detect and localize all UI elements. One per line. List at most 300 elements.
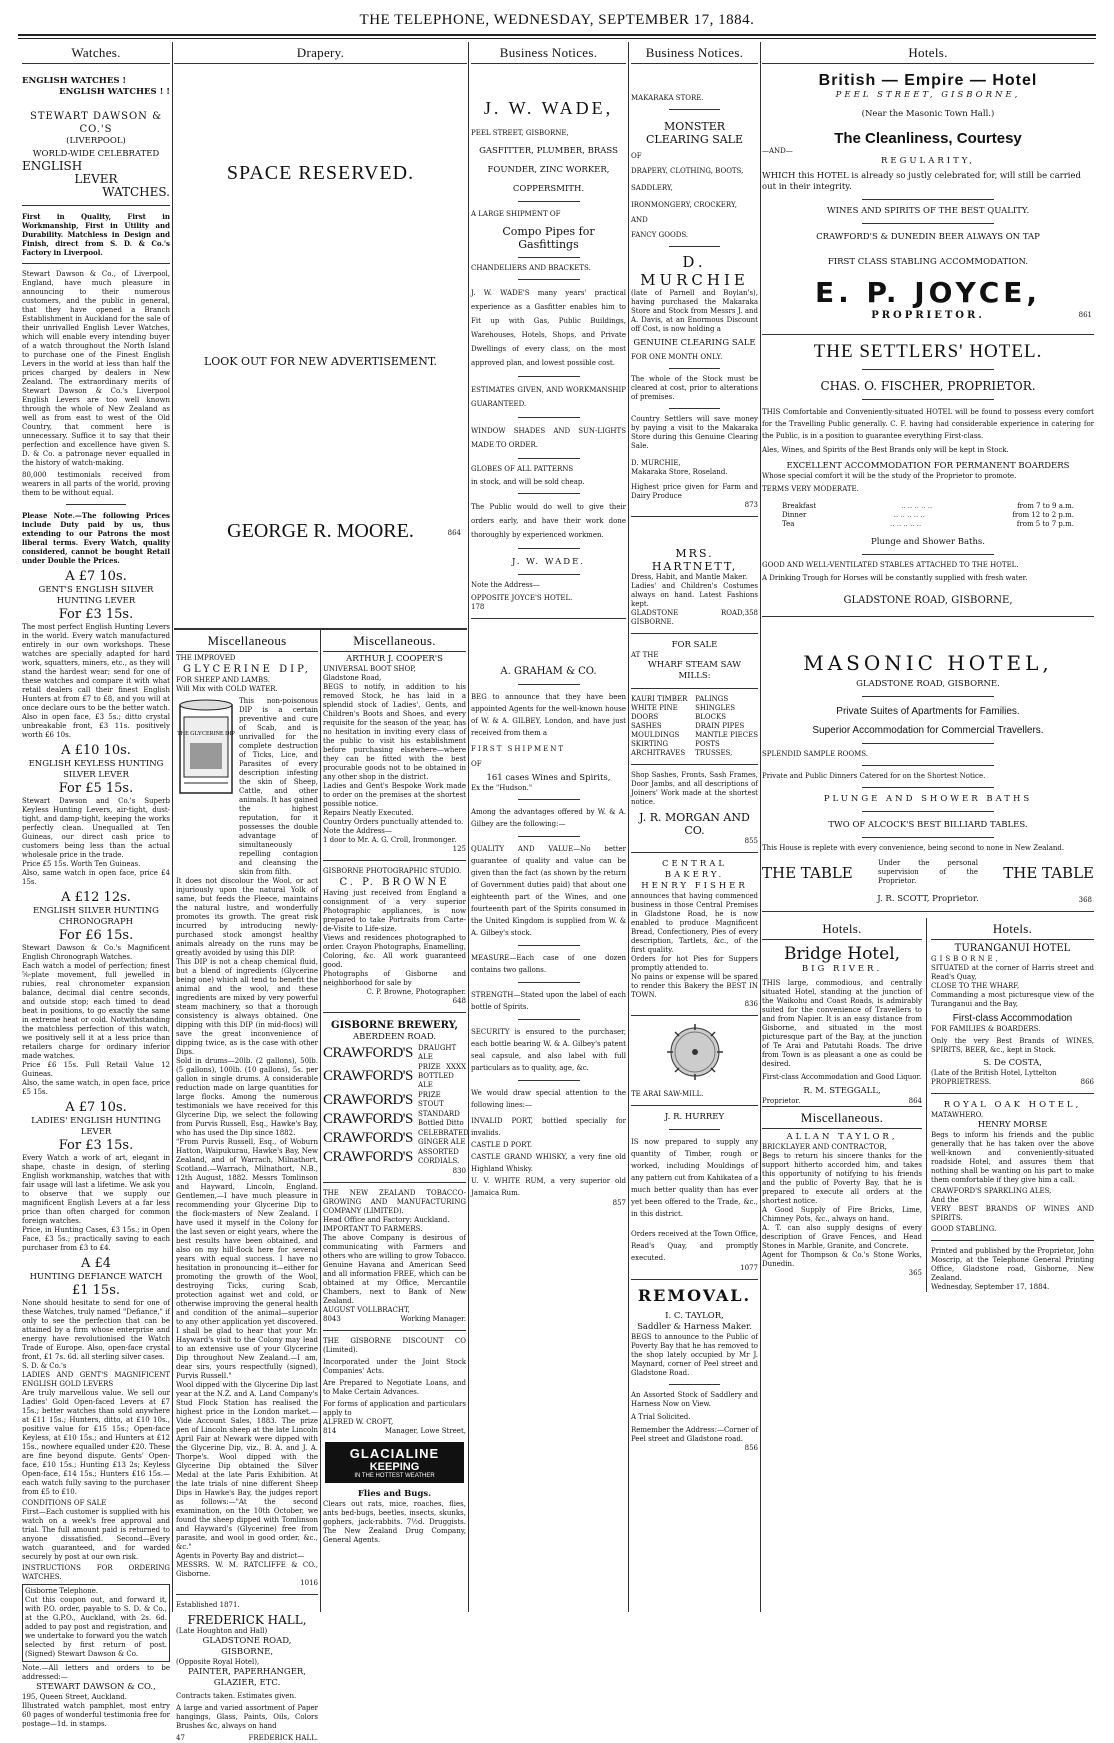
ad-text: Only the very Best Brands of WINES, SPIRITS, BEER, &c., kept in Stock. [931, 1037, 1094, 1054]
ad-text: First—Each customer is supplied with his watch on a week's free approval and trial. The full amount paid is returned to anyone dissatisfied. Second—Every watch guaranteed, and for warded securely by post at our own risk. [22, 1508, 170, 1561]
column-header: Drapery. [174, 42, 467, 64]
ad-company: ROYAL OAK HOTEL, [943, 1100, 1082, 1110]
table-line [762, 859, 1094, 886]
ad-text: COPPERSMITH. [512, 184, 585, 194]
ad-company: ARTHUR J. COOPER'S [346, 654, 443, 664]
ad-company: Bridge Hotel, [783, 944, 901, 964]
ad-text: Proprietor. [762, 1097, 801, 1105]
ad-text: Ladies' and Children's Costumes always on hand. Latest Fashions kept. [631, 582, 758, 608]
ad-number: 368 [1078, 896, 1092, 904]
ad-company: TURANGANUI HOTEL [954, 943, 1071, 954]
ad-text: CHANDELIERS AND BRACKETS. [471, 264, 591, 272]
watches-column [22, 42, 170, 1728]
ad-text: SPLENDID SAMPLE ROOMS. [762, 750, 869, 758]
meal-time: from 12 to 2 p.m. [1012, 511, 1074, 519]
ad-text: The most perfect English Hunting Levers in the world. Every watch manufactured entirely in our own workshops. These watches are specially adapted for hard work, squatters, miners, etc., as they will stand the hardest wear; send for one of these watches and compare it with what retail dealers call their finest English Hunters at from £7 to £8, and you will at once declare ours to be the better watch. Also in open face, £3 5s.; ditto crystal unbreakable front, £3 11s. positively worth £6 10s. [22, 623, 170, 739]
ad-text: BEG to announce that they have been appointed Agents for the well-known house of W. & A. GILBEY, London, and have just received from them a [471, 693, 626, 737]
watch-description: LADIES' ENGLISH HUNTING LEVER [31, 1116, 161, 1137]
space-reserved: SPACE RESERVED. [226, 162, 415, 184]
timber-item: PALINGS [695, 695, 729, 703]
ad-text: Dress, Habit, and Mantle Maker. [631, 573, 748, 581]
ad-text: Wool dipped with the Glycerine Dip last year at the N.Z. and A. Land Company's Stud Flock Station has realised the highest price in the London market.—Vide Account Sales, 1883. The prize pen of Lincoln sheep at the late Lincoln April Fair at Newark were dipped with the Glycerine Dip, viz., B. A. and J. A. Thorpe's. Wool dipped with the Glycerine Dip obtained the Silver Medal at the late Paris Exhibition. At the late trials of nine different Sheep Dips in Hawke's Bay, the judges report as follows:—"At the second examination, on the 10th October, we found the sheep dipped with Tomlinson and Hayward's (Glycerine) free from parasite, and wool in good order, &c., &c." [176, 1381, 318, 1551]
ad-heading: WHARF STEAM SAW MILLS: [648, 660, 741, 681]
price-heading: A £7 10s. [65, 1100, 127, 1115]
price-offer: For £3 15s. [58, 607, 134, 622]
glacialine-banner [325, 1442, 464, 1483]
ad-company: ALLAN TAYLOR, [786, 1132, 898, 1142]
timber-item: SASHES [631, 722, 662, 730]
ad-text: Orders for hot Pies for Suppers promptly attended to. [631, 955, 758, 972]
ad-text: Among the advantages offered by W. & A. Gilbey are the following:— [471, 808, 626, 828]
ad-text: GOOD STABLING. [931, 1225, 997, 1233]
ad-text: GASFITTER, PLUMBER, BRASS [479, 146, 618, 156]
ad-text: Private and Public Dinners Catered for on the Shortest Notice. [762, 772, 986, 780]
ad-text: J. W. WADE'S many years' practical experience as a Gasfitter enables him to Fit up with Gas, Public Buildings, Warehouses, Hotels, Shops, and Private Dwellings of every class, on the most approved plan, and lowest possible cost. [471, 289, 626, 367]
ad-signature: FREDERICK HALL. [248, 1734, 318, 1742]
ad-text: HENRY MORSE [977, 1120, 1048, 1130]
crawford-row [323, 1044, 466, 1062]
timber-item: WHITE PINE [631, 704, 678, 712]
ad-company: STEWART DAWSON & CO., [36, 1682, 156, 1692]
crawford-product: CELEBRATED GINGER ALE [418, 1129, 469, 1146]
price-heading: A £4 [80, 1256, 112, 1271]
ad-heading: THE GISBORNE DISCOUNT CO (Limited). [323, 1337, 466, 1354]
ad-number: 864 [908, 1097, 922, 1105]
newspaper-title: THE TELEPHONE, WEDNESDAY, SEPTEMBER 17, 1884. [359, 12, 755, 28]
ad-text: First-class Accommodation and Good Liquor. [762, 1073, 922, 1081]
masthead-rule-thin [18, 38, 1096, 39]
meal-row [782, 511, 1074, 520]
ad-text: The Public would do well to give their orders early, and have their work done thoroughly by experienced workmen. [471, 503, 626, 539]
ad-text: THIS Comfortable and Conveniently-situated HOTEL will be found to possess every comfort for the Travelling Public generally. C. F. having had considerable experience in catering for the Public, is in a position to guarantee everything First-class. [762, 408, 1094, 440]
ad-text: CRAWFORD'S & DUNEDIN BEER ALWAYS ON TAP [816, 232, 1040, 242]
coupon-heading: Gisborne Telephone. [25, 1587, 99, 1595]
order-coupon [22, 1584, 170, 1662]
ad-text: Sold in drums—20lb. (2 gallons), 50lb. (5 gallons), 100lb. (10 gallons), 5s. per gallon in single drums. A considerable reduction made on large quantities for large flocks. Among the numerous testimonials we have received for this Glycerine Dip, we select the following from Purvis Russell, Esq., Hawke's Bay, who has used the Dip since 1882. [176, 1057, 318, 1137]
timber-item: MOULDINGS [631, 731, 680, 739]
timber-list-right [695, 695, 758, 758]
price-heading: A £10 10s. [61, 743, 131, 758]
meal-name: Tea [782, 520, 795, 528]
ad-text: Stewart Dawson & Co., of Liverpool, England, have much pleasure in announcing to their numerous customers, and the public in general, that they have opened a Branch Establishment in Auckland for the sale of their unrivalled English Lever Watches, which will enable every intending buyer of a watch throughout the North Island to purchase one of the Finest English Levers in the world at less than half the prices charged by dealers in New Zealand. The extraordinary merits of Stewart Dawson & Co.'s Liverpool English Levers are too well known through the whole of New Zealand as well as from east to west of the Old Country, that comment here is unnecessary. Suffice it to say that their perfection and excellence have given S. D. & Co. a patronage never equalled in the history of watch-making. [22, 270, 170, 467]
hotels-sub-left [762, 918, 927, 1292]
ad-text: A Drinking Trough for Horses will be constantly supplied with fresh water. [762, 574, 1028, 582]
ad-text: Incorporated under the Joint Stock Companies' Acts. [323, 1358, 466, 1375]
ad-number: 866 [1080, 1078, 1094, 1086]
ad-text: (late of Parnell and Boylan's), having purchased the Makaraka Store and Stock from Messrs J. and A. Davis, at an Enormous Discount off Cost, is now holding a [631, 289, 758, 333]
ad-text: The above Company is desirous of communicating with Farmers and others who are willing to grow Tobacco. Genuine Havana and American Seed and all information FREE, which can be obtained at my Office, Mercantile Chambers, next to Bank of New Zealand. [323, 1234, 466, 1305]
ad-company: I. C. TAYLOR, [665, 1311, 724, 1321]
ad-number: 873 [744, 501, 758, 509]
ad-company: J. R. MORGAN AND CO. [639, 811, 750, 837]
meal-row [782, 520, 1074, 529]
business-column-1 [471, 42, 626, 1612]
ad-signature: J. W. WADE. [512, 557, 585, 567]
ad-text: GLADSTONE ROAD, GISBORNE. [631, 609, 745, 626]
ad-text: Are truly marvellous value. We sell our Ladies' Gold Open-faced Levers at £7 15s.; better watches than sold anywhere at £11 15s.; Hunters, ditto, at £10 10s., positive value for £15 15s.; Open-face Keyless, at £10 15s.; and Hunters at £12 15s., nowhere equalled under £20. These are fine beyond dispute. Gents' Open-face, £10 15s.; Hunting £13 2s; Keyless Open-face, £14 15s.; Hunters £16 15s.—each watch fully saving to the purchaser from £5 to £10. [22, 1389, 170, 1496]
column-header: Business Notices. [471, 42, 626, 64]
ad-text: "From Purvis Russell, Esq., of Woburn Hatton, Waipukurau, Hawke's Bay, New Zealand, and of Warrach, Milnathort, Scotland.—Warrach, Milnathort, N.B., 12th August, 1882. Messrs Tomlinson and Hayward, Lincoln, England. Gentlemen,—I have much pleasure in recommending your Glycerine Dip to the flock-masters of New Zealand. I have used it myself in the Colony for the last seven or eight years, where the best results have been obtained, and also on my hill-flock here for several years with equal success. I have no hesitation in pronouncing it—either for promoting the growth of the Wool, destroying Ticks, curing Scab, protection against wet and cold, or otherwise improving the general health and condition of the animal—superior to any other application yet discovered. I shall be glad to hear that your Mr. Hayward's visit to the Colony may lead to an extensive use of your Glycerine Dip throughout New Zealand.—I am, dear sirs, yours respectfully (signed), Purvis Russell." [176, 1138, 318, 1380]
ad-number: 864 [447, 529, 461, 537]
ad-heading: GISBORNE PHOTOGRAPHIC STUDIO. [323, 867, 462, 875]
ad-text: Views and residences photographed to order. Crayon Photographs, Enamelling, Coloring, &c. All work guaranteed good. [323, 934, 466, 969]
column-rule [628, 42, 629, 1612]
ad-heading: EXCELLENT ACCOMMODATION FOR PERMANENT BOARDERS [786, 461, 1070, 471]
ad-text: For forms of application and particulars apply to [323, 1400, 466, 1417]
misc-left-column [176, 630, 318, 1742]
ad-text: THE IMPROVED [176, 654, 236, 662]
ad-company: J. R. HURREY [664, 1112, 725, 1122]
ad-company: D. MURCHIE [640, 253, 749, 289]
ad-text: BIG RIVER. [801, 964, 883, 974]
ad-text: Established 1871. [176, 1601, 240, 1609]
masthead [0, 0, 1114, 40]
ad-text: 80,000 testimonials received from wearers in all parts of the world, proving them to be without equal. [22, 471, 170, 497]
ad-text: MAKARAKA STORE. [631, 94, 704, 102]
ad-heading: Flies and Bugs. [357, 1489, 432, 1499]
banner-text: GLACIALINE [349, 1446, 440, 1461]
crawford-row [323, 1063, 466, 1090]
column-rule [468, 42, 469, 1612]
crawford-product: ASSORTED CORDIALS. [418, 1148, 460, 1165]
ad-text: OF [471, 760, 482, 768]
ad-heading: The Cleanliness, Courtesy [834, 130, 1022, 147]
ad-text: Also, same watch in open face, price £4 15s. [22, 869, 170, 886]
ad-text: A LARGE SHIPMENT OF [471, 210, 561, 218]
meal-name: Dinner [782, 511, 807, 519]
price-offer: For £5 15s. [58, 781, 134, 796]
tin-label: THE GLYCERINE DIP [177, 731, 235, 737]
ad-heading: REMOVAL. [637, 1286, 752, 1305]
ad-heading: GENUINE CLEARING SALE [633, 338, 756, 348]
ad-text: Every Watch a work of art, elegant in shape, chaste in design, of sterling English workmanship, watches that with fair usage will last a lifetime. We ask you to observe that we supply our magnificent English Levers at a far less price than often charged for common foreign watches. [22, 1154, 170, 1225]
ad-signature: D. MURCHIE, [631, 459, 681, 467]
crawford-brand: CRAWFORD'S [323, 1091, 413, 1108]
column-header: Miscellaneous [176, 630, 318, 652]
ad-text: (Late Houghton and Hall) [176, 1627, 268, 1635]
watch-description: ENGLISH SILVER HUNTING CHRONOGRAPH [33, 906, 159, 927]
ad-heading: ENGLISH [22, 159, 83, 173]
ad-text: SECURITY is ensured to the purchaser, each bottle bearing W. & A. Gilbey's patent seal capsule, and also label with full particulars as to quality, age, &c. [471, 1028, 626, 1072]
column-header: Watches. [22, 42, 170, 64]
ad-text: No pains or expense will be spared to render this Bakery the BEST IN TOWN. [631, 973, 758, 999]
ad-heading: LADIES AND GENT'S MAGNIFICENT ENGLISH GOLD LEVERS [22, 1371, 170, 1388]
ad-text: TERMS VERY MODERATE. [762, 485, 859, 493]
timber-item: KAURI TIMBER [631, 695, 688, 703]
ad-text: GOOD AND WELL-VENTILATED STABLES ATTACHED TO THE HOTEL. [762, 561, 1019, 569]
ad-text: Whose special comfort it will be the study of the Proprietor to promote. [762, 472, 1017, 480]
column-header: Hotels. [762, 918, 922, 940]
ad-text: IRONMONGERY, CROCKERY, [631, 201, 737, 209]
ad-text: FIRST SHIPMENT [471, 745, 566, 753]
timber-item: DOORS [631, 713, 659, 721]
ad-number: 358 [744, 609, 758, 617]
column-rule [760, 42, 761, 1612]
meal-row [782, 502, 1074, 511]
ad-company: MRS. HARTNETT, [651, 547, 738, 573]
ad-text: A Trial Solicited. [631, 1413, 691, 1421]
ad-company: GLYCERINE DIP, [183, 664, 311, 675]
leader-dots: .. .. .. .. .. [890, 520, 922, 528]
ad-text: THE TABLE [762, 863, 853, 882]
ad-signature: AUGUST VOLLBRACHT, [323, 1306, 410, 1314]
hotels-column [762, 42, 1094, 1612]
ad-text: Manager, Lowe Street, [384, 1427, 466, 1435]
ad-signature: J. R. SCOTT, Proprietor. [877, 894, 979, 904]
masthead-rule [18, 34, 1096, 36]
ad-text: 1 door to Mr. A. G. Croll, Ironmonger. [323, 836, 457, 844]
ad-company: FREDERICK HALL, [187, 1613, 307, 1627]
ad-company: THE SETTLERS' HOTEL. [813, 341, 1043, 362]
ad-heading: REGULARITY, [881, 156, 975, 166]
ad-text: announces that having commenced business in those Central Premises in Gladstone Road, he is now enabled to produce Magnificent Bread, Confectionery, Pies of every description, Tartlets, &c., of the first quality. [631, 892, 758, 954]
watch-description: GENT'S ENGLISH SILVER HUNTING LEVER [38, 585, 154, 606]
ad-text: (Opposite Royal Hotel), [176, 1658, 260, 1666]
crawford-brand: CRAWFORD'S [323, 1129, 413, 1146]
ad-text: CRAWFORD'S SPARKLING ALES, [931, 1187, 1052, 1195]
ad-text: A Good Supply of Fire Bricks, Lime, Chimney Pots, &c., always on hand. [762, 1206, 922, 1223]
column-header: Hotels. [931, 918, 1094, 940]
ad-text: CHAS. O. FISCHER, PROPRIETOR. [820, 379, 1036, 393]
crawford-product-list [323, 1044, 469, 1166]
ad-text: Ales, Wines, and Spirits of the Best Brands only will be kept in Stock. [762, 446, 1009, 454]
ad-text: Begs to inform his friends and the public generally that he has taken over the above well-known and conveniently-situated roadside Hotel, and assures them that nothing shall be wanting on his part to make them comfortable if they give him a call. [931, 1131, 1094, 1184]
ad-number: 8043 [323, 1315, 341, 1323]
watch-description: ENGLISH KEYLESS HUNTING SILVER LEVER [28, 759, 164, 780]
hotels-sub-right [927, 918, 1094, 1292]
ad-text: Illustrated watch pamphlet, most entry 60 pages of wonderful testimonia free for postage—1d. in stamps. [22, 1702, 170, 1728]
watch-description: HUNTING DEFIANCE WATCH [29, 1272, 163, 1282]
ad-company: GEORGE R. MOORE. [227, 520, 414, 542]
ad-text: S. D. & Co.'s [22, 1362, 67, 1370]
ad-text: QUALITY AND VALUE—No better guarantee of quality and value can be given than the fact (as shown by the return of Government duties paid) that about one eighteenth part of the Wines, and one fourteenth part of the Spirits consumed in the United Kingdom is supplied from W. & A. Gilbey's stock. [471, 845, 626, 937]
crawford-row [323, 1129, 469, 1147]
ad-company: British — Empire — Hotel [818, 72, 1038, 89]
meal-name: Breakfast [782, 502, 817, 510]
ad-signature: ALFRED W. CROFT, [323, 1418, 394, 1426]
ad-text: BEGS to notify, in addition to his removed Stock, he has laid in a splendid stock of Ladies', Gents, and Children's Boots and Shoes, and every requisite for the season of the year, has no hesitation in inviting every class of the public to visit his establishment before purchasing elsewhere—where they can be fitted with the best procurable goods not to be obtained in any other shop in the district. [323, 683, 466, 781]
ad-number: 1016 [300, 1579, 318, 1587]
ad-text: FIRST CLASS STABLING ACCOMMODATION. [827, 257, 1029, 267]
crawford-product: DRAUGHT ALE [418, 1044, 457, 1061]
ad-text: Country Orders punctually attended to. [323, 818, 464, 826]
ad-text: FANCY GOODS. [631, 231, 689, 239]
ad-text: Price £6 15s. Full Retail Value 12 Guineas. [22, 1061, 170, 1078]
ad-text: Ladies and Gent's Bespoke Work made to order on the premises at the shortest possible notice. [323, 782, 466, 808]
misc-right-column [323, 630, 469, 1612]
ad-number: 648 [452, 997, 466, 1005]
ad-text: GISBORNE, [931, 955, 1001, 963]
ad-text: UNIVERSAL BOOT SHOP, [323, 665, 416, 673]
ad-text: PROPRIETOR. [871, 310, 985, 321]
ad-text: (Late of the British Hotel, Lyttelton [931, 1069, 1057, 1077]
price-offer: £1 15s. [71, 1283, 121, 1298]
ad-text: Country Settlers will save money by paying a visit to the Makaraka Store during this Genuine Clearing Sale. [631, 415, 758, 450]
ad-text: Under the personal supervision of the Proprietor. [878, 859, 978, 885]
timber-list [631, 695, 758, 758]
ad-text: Each watch a model of perfection; finest ⅝-plate movement, full jewelled in rubies, real chronometer expansion balance, decimal dial centre seconds, and outside stop; each timed to dead beat in positions, to go exactly the same in extreme heat or cold. Notwithstanding the matchless perfection of this watch, we positively sell it at a less price than retailers charge for ordinary inferior made watches. [22, 962, 170, 1060]
banner-text: KEEPING [369, 1461, 420, 1473]
ad-text: WHICH this HOTEL is already so justly celebrated for, will still be carried out in their integrity. [762, 171, 1081, 192]
ad-text: FOR FAMILIES & BOARDERS. [931, 1025, 1041, 1033]
ad-text: Having just received from England a consignment of a very superior Photographic appliances, is now prepared to take Portraits from Carte-de-Visite to Life-size. [323, 889, 466, 933]
ad-text: SADDLERY, [631, 184, 673, 192]
timber-item: TRUSSES, [695, 749, 733, 757]
ad-text: in stock, and will be sold cheap. [471, 478, 585, 486]
ad-heading: LEVER [74, 172, 118, 186]
ad-text: GLADSTONE ROAD, GISBORNE. [856, 679, 1000, 689]
imprint: Printed and published by the Proprietor, John Moscrip, at the Telephone General Printing Office, Gladstone road, Gisborne, New Zealand. [931, 1247, 1094, 1282]
ad-text: STRENGTH—Stated upon the label of each bottle of Spirits. [471, 991, 626, 1011]
ad-text: FOR ONE MONTH ONLY. [631, 353, 723, 361]
ad-text: PEEL STREET, GISBORNE, [835, 90, 1021, 100]
ad-text: Repairs Neatly Executed. [323, 809, 414, 817]
ad-text: Saddler & Harness Maker. [637, 1322, 752, 1332]
timber-item: ARCHITRAVES [631, 749, 686, 757]
ad-text: AT THE [631, 651, 659, 659]
ad-text: SITUATED at the corner of Harris street and Read's Quay, [931, 964, 1094, 981]
ad-text: BRICKLAYER AND CONTRACTOR, [762, 1143, 887, 1151]
ad-number: 365 [908, 1269, 922, 1277]
ad-text: Ex the "Hudson." [471, 784, 533, 792]
ad-text: TWO OF ALCOCK'S BEST BILLIARD TABLES. [828, 820, 1028, 830]
ad-text: ESTIMATES GIVEN, AND WORKMANSHIP GUARANTEED. [471, 386, 626, 408]
ad-text: Note the Address— [323, 827, 392, 835]
ad-text: This non-poisonous DIP is a certain preventive and cure of Scab, and is unrivalled for the complete destruction of Ticks, Lice, and Parasites of every description infesting the skin of Sheep, Cattle, and other animals. It has gained the highest reputation, for it possesses the double advantage of simultaneously repelling contagion and cleansing the skin from filth. [239, 697, 318, 876]
ad-text: INVALID PORT, bottled specially for invalids. [471, 1117, 626, 1137]
column-header: Hotels. [762, 42, 1094, 64]
crawford-row [323, 1091, 466, 1109]
ad-text: Superior Accommodation for Commercial Travellers. [812, 725, 1044, 736]
ad-text: Agent for Thompson & Co.'s Stone Works, Dunedin. [762, 1251, 922, 1268]
ad-text: Begs to return his sincere thanks for the support hitherto accorded him, and takes this opportunity of notifying to his friends and the public of Poverty Bay, that he is prepared to execute all orders at the shortest notice. [762, 1152, 922, 1205]
ad-text: An Assorted Stock of Saddlery and Harness Now on View. [631, 1391, 758, 1408]
ad-number: 47 [176, 1734, 185, 1742]
ad-heading: Plunge and Shower Baths. [871, 537, 985, 547]
ad-heading: First-class Accommodation [952, 1013, 1073, 1024]
hotels-bottom [762, 918, 1094, 1292]
ad-text: Stewart Dawson & Co.'s Magnificent English Chronograph Watches. [22, 944, 170, 961]
timber-item: POSTS [695, 740, 720, 748]
ad-heading: PLUNGE AND SHOWER BATHS [823, 794, 1033, 804]
ad-text: This DIP is not a cheap chemical fluid, but a blend of ingredients (Glycerine being one) which all tend to benefit the animal and the wool, and these ingredients are mixed by very powerful steam machinery, so that a thorough consistency is always obtained. One dipping with this DIP (in mid-flocs) will save the great inconvenience of dipping twice, as is the case with other Dips. [176, 958, 318, 1056]
banner-text: IN THE HOTTEST WEATHER [354, 1473, 435, 1479]
ad-text: Gladstone Road, [323, 674, 382, 682]
ad-heading: IMPORTANT TO FARMERS. [323, 1225, 423, 1233]
ad-text: PEEL STREET, GISBORNE, [471, 129, 569, 137]
ad-text: Also, the same watch, in open face, price £5 15s. [22, 1079, 170, 1096]
crawford-product: PRIZE STOUT [418, 1091, 444, 1108]
ad-number: 855 [744, 837, 758, 845]
ad-text: A. T. can also supply designs of every description of Grave Fences, and Head Stones in Marble, Granite, and Concrete. [762, 1224, 922, 1250]
ad-text: PAINTER, PAPERHANGER, [187, 1667, 307, 1677]
ad-text: IS now prepared to supply any quantity of Timber, rough or worked, including Mouldings of any pattern cut from Kahikatea of a much better quality than has ever yet been offered to the Trade, &c., in this district. [631, 1138, 758, 1218]
price-heading: A £12 12s. [61, 890, 131, 905]
ad-text: AND [631, 216, 648, 224]
ad-text: THE TABLE [1003, 863, 1094, 882]
ad-text: Note the Address— [471, 581, 540, 589]
ad-text: BEGS to announce to the Public of Poverty Bay that he has removed to the shop lately occupied by Mr J. Maynard, corner of Peel street and Gladstone Road. [631, 1333, 758, 1377]
ad-text: Private Suites of Apartments for Families. [836, 706, 1020, 717]
ad-number: 814 [323, 1427, 337, 1435]
ad-text: Orders received at the Town Office, Read's Quay, and promptly executed. [631, 1230, 758, 1262]
ad-text: U. V. WHITE RUM, a very superior old Jamaica Rum. [471, 1177, 626, 1197]
crawford-row [323, 1110, 466, 1128]
ad-signature: S. De COSTA, [983, 1058, 1042, 1068]
ad-text: Please Note.—The following Prices include Duty paid by us, thus extending to our Patrons the most liberal terms. Every Watch, quality considered, cannot be bought Retail under Double the Prices. [22, 511, 170, 565]
ad-text: WINDOW SHADES AND SUN-LIGHTS MADE TO ORDER. [471, 427, 626, 449]
leader-dots: .. .. .. .. .. [893, 511, 925, 519]
ad-text: None should hesitate to send for one of these Watches, truly named "Defiance," if only to see the perfection that can be attained by a firm whose enterprise and energy have revolutionised the Watch Trade of Europe. Also, open-face crystal front, £1 7s. 6d. all sterling silver cases. [22, 1299, 170, 1361]
ad-text: ABERDEEN ROAD. [352, 1032, 437, 1042]
ad-text: Working Manager. [400, 1315, 466, 1323]
column-rule [172, 42, 173, 1612]
ad-text: This House is replete with every convenience, being second to none in New Zealand. [762, 844, 1065, 852]
ad-line: ENGLISH WATCHES ! [22, 76, 127, 86]
ad-heading: INSTRUCTIONS FOR ORDERING WATCHES. [22, 1564, 170, 1581]
ad-line: ENGLISH WATCHES ! ! [59, 87, 170, 97]
ad-text: Contracts taken. Estimates given. [176, 1692, 297, 1700]
ad-text: Photographs of Gisborne and neighborhood for sale by [323, 970, 466, 987]
business-column-2 [631, 42, 758, 1612]
ad-text: MEASURE—Each case of one dozen contains two gallons. [471, 954, 626, 974]
ad-company: C. P. BROWNE [339, 877, 450, 888]
column-header: Business Notices. [631, 42, 758, 64]
ad-text: GLOBES OF ALL PATTERNS [471, 465, 574, 473]
ad-number: 857 [612, 1199, 626, 1207]
moore-ad [174, 520, 467, 550]
price-heading: A £7 10s. [65, 569, 127, 584]
meal-time: from 5 to 7 p.m. [1016, 520, 1074, 528]
ad-text: Are Prepared to Negotiate Loans, and to Make Certain Advances. [323, 1379, 466, 1396]
crawford-product: STANDARD Bottled Ditto [418, 1110, 464, 1127]
ad-text: WINES AND SPIRITS OF THE BEST QUALITY. [826, 206, 1030, 216]
ad-company: GISBORNE BREWERY, [331, 1020, 458, 1031]
ad-number: 861 [1078, 311, 1092, 319]
ad-text: LOOK OUT FOR NEW ADVERTISEMENT. [203, 355, 438, 368]
ad-line: (LIVERPOOL) [66, 136, 126, 146]
ad-text: Cut this coupon out, and forward it, with P.O. order, payable to S. D. & Co., at the G.P.O., Auckland, with 2s. 6d. added to pay post and registration, and we undertake to forward you the watch selected by first return of post. (Signed) Stewart Dawson & Co. [25, 1596, 167, 1658]
ad-heading: Compo Pipes for Gasfittings [502, 225, 595, 251]
ad-number: 830 [452, 1167, 466, 1175]
ad-text: FOUNDER, ZINC WORKER, [487, 165, 610, 175]
ad-text: Will Mix with COLD WATER. [176, 685, 278, 693]
ad-text: 195, Queen Street, Auckland. [22, 1693, 127, 1701]
ad-line: WORLD-WIDE CELEBRATED [32, 149, 160, 159]
imprint-date: Wednesday, September 17, 1884. [931, 1283, 1050, 1291]
price-offer: For £3 15s. [58, 1138, 134, 1153]
ad-text: The whole of the Stock must be cleared at cost, prior to alterations of premises. [631, 375, 758, 401]
ad-text: VERY BEST BRANDS OF WINES AND SPIRITS. [931, 1205, 1094, 1222]
ad-number: 836 [744, 1000, 758, 1008]
ad-company: HENRY FISHER [641, 881, 748, 891]
ad-heading: TE ARAI SAW-MILL. [631, 1090, 704, 1098]
crawford-product: PRIZE XXXX BOTTLED ALE [418, 1063, 466, 1089]
ad-company: E. P. JOYCE, [814, 276, 1042, 309]
saw-blade-illustration [631, 1022, 758, 1086]
crawford-brand: CRAWFORD'S [323, 1044, 413, 1061]
ad-text: GLADSTONE ROAD, GISBORNE, [843, 595, 1013, 606]
ad-text: Remember the Address:—Corner of Peel street and Gladstone road. [631, 1426, 758, 1443]
column-header: Miscellaneous. [762, 1106, 922, 1129]
ad-heading: 161 cases Wines and Spirits, [486, 773, 611, 783]
dip-tin-illustration [176, 697, 236, 797]
column-rule [320, 630, 321, 1612]
ad-text: Highest price given for Farm and Dairy Produce [631, 483, 758, 500]
glycerine-tin-row [176, 697, 318, 877]
ad-company: MESSRS. W. M. RATCLIFFE & CO., Gisborne. [176, 1561, 318, 1578]
timber-item: BLOCKS [695, 713, 727, 721]
